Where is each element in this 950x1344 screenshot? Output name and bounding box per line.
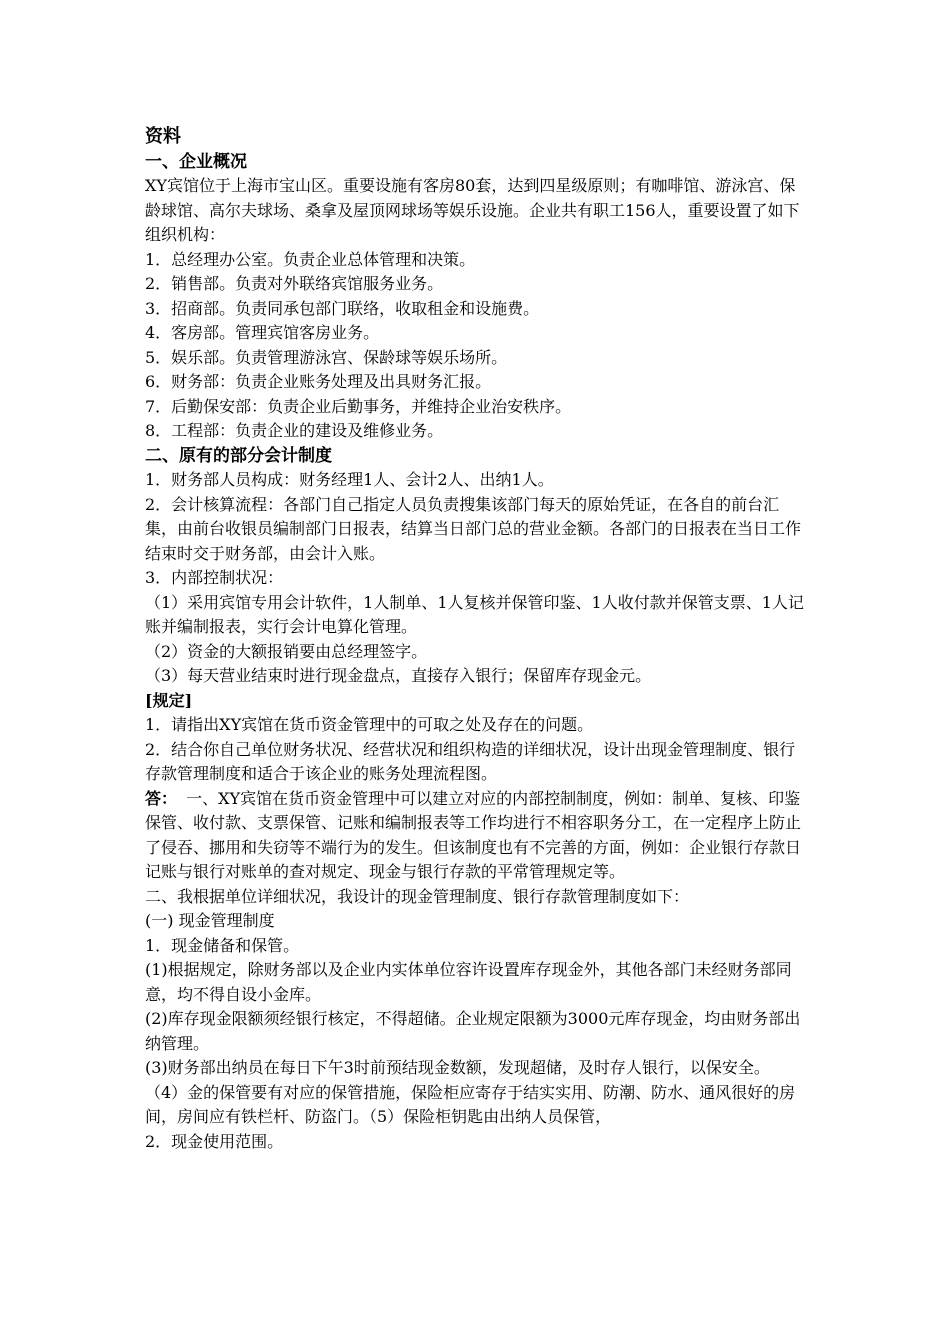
answer-paragraph-2: 二、我根据单位详细状况，我设计的现金管理制度、银行存款管理制度如下：	[145, 886, 690, 906]
org-unit-item: 2．销售部。负责对外联络宾馆服务业务。	[145, 274, 444, 293]
requirement-item: 1．请指出XY宾馆在货币资金管理中的可取之处及存在的问题。	[145, 715, 594, 734]
org-unit-item: 5．娱乐部。负责管理游泳宫、保龄球等娱乐场所。	[145, 347, 508, 367]
requirement-item: 2．结合你自己单位财务状况、经营状况和组织构造的详细状况，设计出现金管理制度、银行存款管理制度和适合于该企业的账务处理流程图。	[145, 739, 796, 783]
cash-management-item: （4）金的保管要有对应的保管措施，保险柜应寄存于结实实用、防潮、防水、通风很好的房间，房间应有铁栏杆、防盗门。（5）保险柜钥匙由出纳人员保管，	[145, 1082, 796, 1126]
org-unit-item: 6．财务部：负责企业账务处理及出具财务汇报。	[145, 372, 492, 391]
company-intro-paragraph: XY宾馆位于上海市宝山区。重要设施有客房80套，达到四星级原则；有咖啡馆、游泳宫、保龄球馆、高尔夫球场、桑拿及屋顶网球场等娱乐设施。企业共有职工156人，重要设置了如下组织机构：	[145, 176, 800, 244]
accounting-item: （3）每天营业结束时进行现金盘点，直接存入银行；保留库存现金元。	[145, 666, 652, 685]
accounting-item: （2）资金的大额报销要由总经理签字。	[145, 641, 428, 661]
cash-management-subheading: (一) 现金管理制度	[145, 911, 275, 930]
cash-management-item: (3)财务部出纳员在每日下午3时前预结现金数额，发现超储，及时存人银行，以保安全。	[145, 1058, 770, 1077]
accounting-item: 2．会计核算流程：各部门自己指定人员负责搜集该部门每天的原始凭证，在各自的前台汇集，由前台收银员编制部门日报表，结算当日部门总的营业金额。各部门的日报表在当日工作结束时交于财务部，由会计入账。	[145, 494, 802, 563]
org-unit-item: 4．客房部。管理宾馆客房业务。	[145, 323, 380, 342]
answer-label: 答：	[145, 788, 178, 808]
cash-management-item: (2)库存现金限额须经银行核定，不得超储。企业规定限额为3000元库存现金，均由财务部出纳管理。	[145, 1009, 801, 1053]
requirements-heading: [规定]	[145, 690, 193, 710]
answer-part-1-text: 一、XY宾馆在货币资金管理中可以建立对应的内部控制制度，例如：制单、复核、印鉴保管、收付款、支票保管、记账和编制报表等工作均进行不相容职务分工，在一定程序上防止了侵吞、挪用和失窃等不端行为的发生。但该制度也有不完善的方面，例如：企业银行存款日记账与银行对账单的查对规定、现金与银行存款的平常管理规定等。	[145, 788, 802, 881]
org-unit-item: 8．工程部：负责企业的建设及维修业务。	[145, 421, 444, 440]
document-body	[145, 125, 810, 1154]
org-unit-item: 7．后勤保安部：负责企业后勤事务，并维持企业治安秩序。	[145, 396, 572, 416]
org-unit-item: 3．招商部。负责同承包部门联络，收取租金和设施费。	[145, 298, 540, 318]
org-unit-item: 1．总经理办公室。负责企业总体管理和决策。	[145, 249, 476, 269]
document-title: 资料	[145, 126, 181, 147]
accounting-item: 1．财务部人员构成：财务经理1人、会计2人、出纳1人。	[145, 470, 554, 489]
cash-management-item: 2．现金使用范围。	[145, 1131, 284, 1151]
section-heading-accounting-system: 二、原有的部分会计制度	[145, 445, 332, 466]
section-heading-company-overview: 一、企业概况	[145, 151, 247, 172]
cash-management-item: 1．现金储备和保管。	[145, 935, 300, 955]
cash-management-item: (1)根据规定，除财务部以及企业内实体单位容许设置库存现金外，其他各部门未经财务部同意，均不得自设小金库。	[145, 960, 792, 1004]
accounting-item: （1）采用宾馆专用会计软件，1人制单、1人复核并保管印鉴、1人收付款并保管支票、1人记账并编制报表，实行会计电算化管理。	[145, 592, 804, 636]
accounting-item: 3．内部控制状况：	[145, 568, 284, 587]
answer-paragraph-1	[145, 787, 810, 885]
